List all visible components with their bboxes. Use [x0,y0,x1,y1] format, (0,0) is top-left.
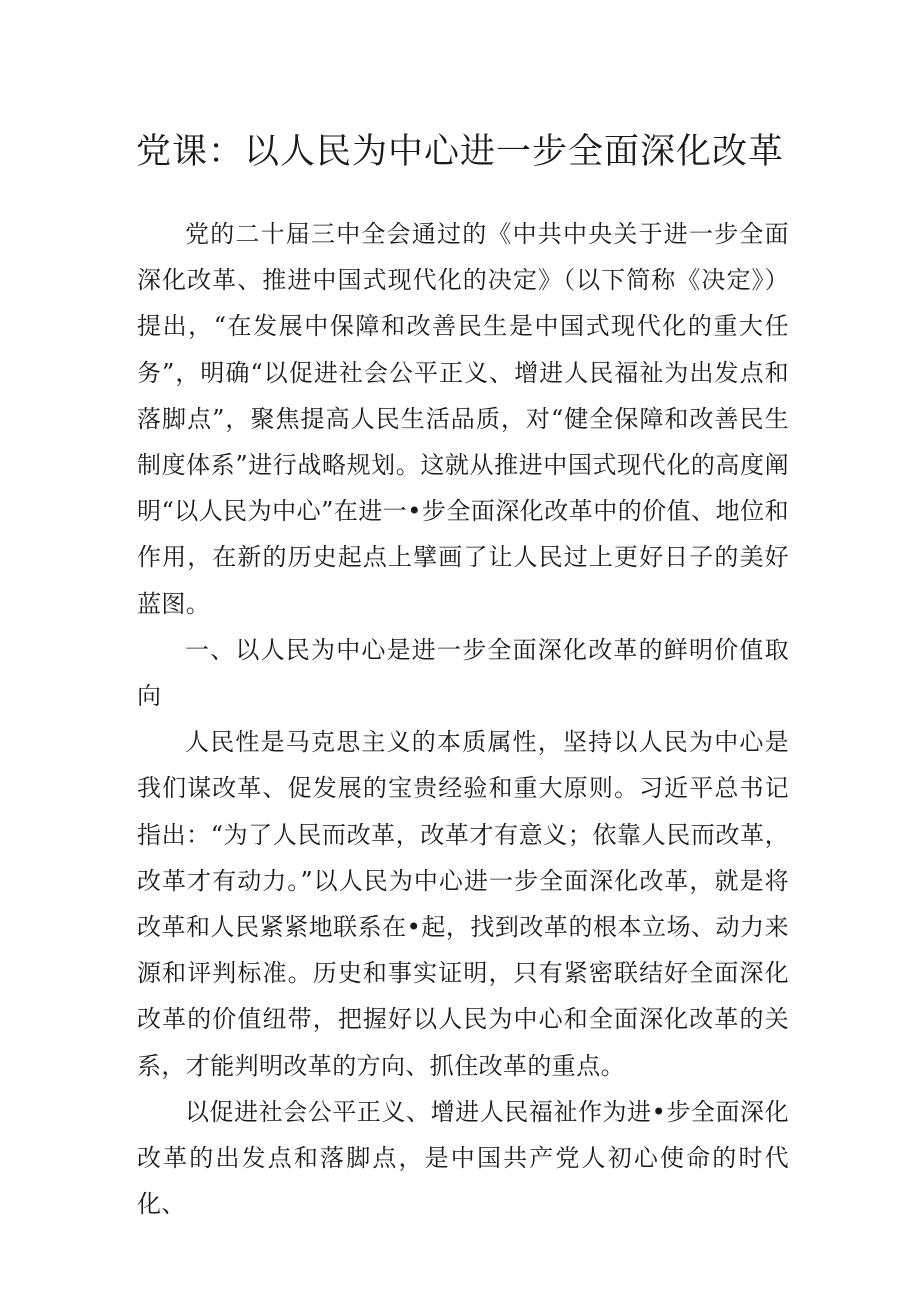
document-body [137,211,789,1227]
paragraph-fairness: 以促进社会公平正义、增进人民福祉作为进•步全面深化改革的出发点和落脚点，是中国共产党人初心使命的时代化、 [137,1097,789,1219]
section-heading-1: 一、以人民为中心是进一步全面深化改革的鲜明价值取向 [137,635,789,711]
document-title: 党课：以人民为中心进一步全面深化改革 [135,132,784,172]
paragraph-intro: 党的二十届三中全会通过的《中共中央关于进一步全面深化改革、推进中国式现代化的决定》（以下简称《决定》）提出，“在发展中保障和改善民生是中国式现代化的重大任务”，明确“以促进社会公平正义、增进人民福祉为出发点和落脚点”，聚焦提高人民生活品质，对“健全保障和改善民生制度体系”进行战略规划。这就从推进中国式现代化的高度阐明“以人民为中心”在进一•步全面深化改革中的价值、地位和作用，在新的历史起点上擘画了让人民过上更好日子的美好蓝图。 [137,220,789,618]
paragraph-people-centered: 人民性是马克思主义的本质属性，坚持以人民为中心是我们谋改革、促发展的宝贵经验和重大原则。习近平总书记指出：“为了人民而改革，改革才有意义；依靠人民而改革，改革才有动力。”以人民为中心进一步全面深化改革，就是将改革和人民紧紧地联系在•起，找到改革的根本立场、动力来源和评判标准。历史和事实证明，只有紧密联结好全面深化改革的价值纽带，把握好以人民为中心和全面深化改革的关系，才能判明改革的方向、抓住改革的重点。 [137,728,789,1080]
